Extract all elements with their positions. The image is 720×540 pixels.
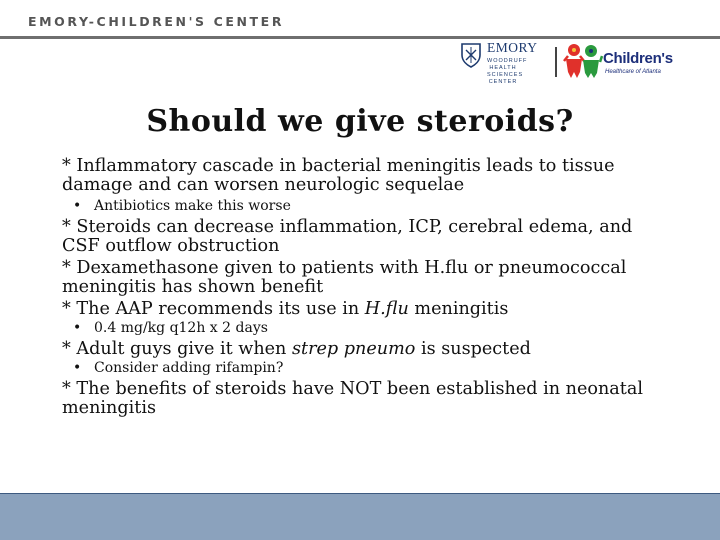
point-inflammatory-cascade: * Inflammatory cascade in bacterial meningitis leads to tissue damage and can worsen neurologic sequelae — [62, 156, 615, 195]
slide-body — [62, 157, 672, 421]
point-aap-pre: * The AAP recommends its use in — [62, 299, 365, 319]
point-adult-italic: strep pneumo — [291, 339, 416, 359]
subpoint-text: Antibiotics make this worse — [94, 198, 291, 214]
point-dexamethasone: * Dexamethasone given to patients with H.flu or pneumococcal meningitis has shown benefit — [62, 258, 627, 297]
bullet-icon: • — [73, 320, 82, 336]
point-aap-post: meningitis — [408, 299, 509, 319]
subpoint-rifampin — [62, 360, 672, 376]
point-aap-italic: H.flu — [364, 299, 409, 319]
subpoint-text: Consider adding rifampin? — [94, 360, 284, 376]
header-divider — [0, 36, 720, 39]
point-neonatal: * The benefits of steroids have NOT been established in neonatal meningitis — [62, 379, 643, 418]
emory-logo — [458, 42, 556, 96]
logo-divider — [555, 47, 557, 77]
bullet-icon: • — [73, 198, 82, 214]
header-title: EMORY-CHILDREN'S CENTER — [28, 14, 285, 29]
point-adult-pre: * Adult guys give it when — [62, 339, 292, 359]
childrens-wordmark: Children's — [603, 50, 673, 67]
childrens-kids-icon — [563, 42, 603, 80]
childrens-tagline: Healthcare of Atlanta — [605, 69, 661, 75]
footer-band — [0, 494, 720, 540]
point-adult-guys — [62, 340, 672, 359]
emory-subtitle: WOODRUFF HEALTH SCIENCES CENTER — [487, 58, 528, 85]
point-adult-post: is suspected — [415, 339, 531, 359]
subpoint-antibiotics — [62, 198, 672, 214]
emory-shield-icon — [460, 42, 482, 68]
slide-title: Should we give steroids? — [146, 104, 574, 139]
point-steroids-decrease: * Steroids can decrease inflammation, ICP, cerebral edema, and CSF outflow obstruction — [62, 217, 633, 256]
point-aap-recommends — [62, 300, 672, 319]
subpoint-dosing — [62, 320, 672, 336]
bullet-icon: • — [73, 360, 82, 376]
emory-wordmark: EMORY — [487, 40, 538, 55]
childrens-logo — [563, 42, 693, 82]
subpoint-text: 0.4 mg/kg q12h x 2 days — [94, 320, 268, 336]
